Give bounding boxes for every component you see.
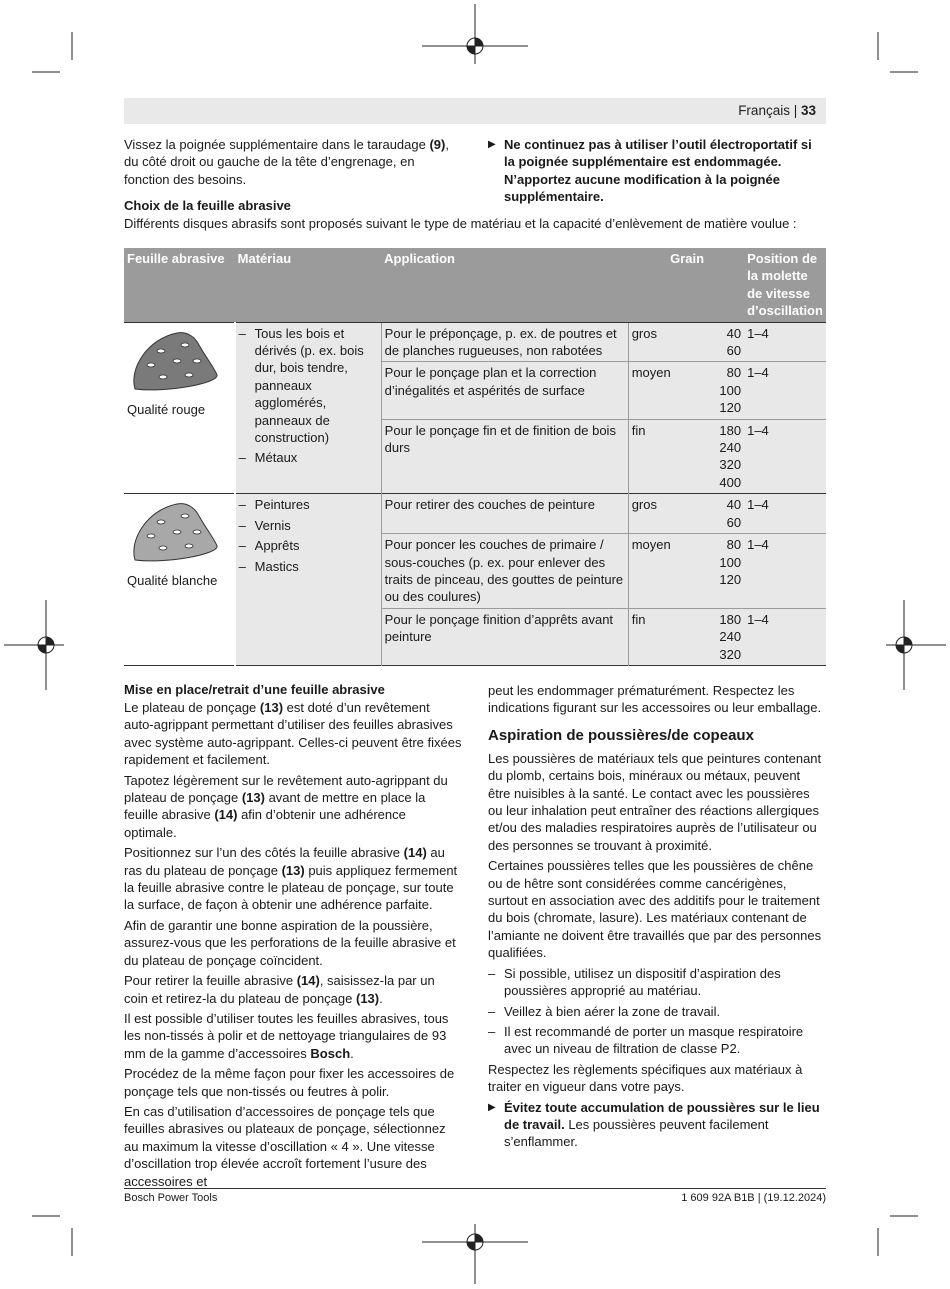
paragraph: Respectez les règlements spécifiques aux matériaux à traiter en vigueur dans votre pays. <box>488 1061 803 1095</box>
application-cell: Pour le ponçage fin et de finition de bois durs <box>381 419 628 494</box>
sheet-cell-red <box>124 322 235 494</box>
arrow-right-icon: ▶ <box>488 1101 496 1113</box>
sheet-cell-white <box>124 494 235 666</box>
header-text: Français | 33 <box>738 103 816 118</box>
intro-left-text: Vissez la poignée supplémentaire dans le taraudage (9), du côté droit ou gauche de la tête d’engrenage, en fonction des besoins. <box>124 137 449 187</box>
list-item: – Veillez à bien aérer la zone de travail. <box>488 1003 826 1020</box>
header-material: Matériau <box>235 248 382 322</box>
material-item: – Mastics <box>239 558 378 575</box>
paragraph: Positionnez sur l’un des côtés la feuille abrasive (14) au ras du plateau de ponçage (13) puis appliquez fermement la feuille abrasive contre le plateau de ponçage, sur toute la surface, de façon à obtenir une adhérence parfaite. <box>124 845 458 913</box>
header-position: Position de la molette de vitesse d’oscillation <box>744 248 826 322</box>
quality-label: Qualité blanche <box>127 573 218 589</box>
header-grain: Grain <box>628 248 744 322</box>
material-item: – Métaux <box>239 449 378 466</box>
grain-cell: fin <box>628 608 700 665</box>
paragraph: Il est possible d’utiliser toutes les feuilles abrasives, tous les non-tissés à polir et de nettoyage triangulaires de 93 mm de la gamme d’accessoires Bosch. <box>124 1010 449 1061</box>
intro-warning: ▶ Ne continuez pas à utiliser l’outil électroportatif si la poignée supplémentaire est endommagée. N’apportez aucune modification à la poignée supplémentaire. <box>488 136 826 206</box>
abrasive-choice-title: Choix de la feuille abrasive <box>124 198 291 213</box>
grain-cell: gros <box>628 494 700 534</box>
paragraph: Afin de garantir une bonne aspiration de la poussière, assurez-vous que les perforations de la feuille abrasive et du plateau de ponçage coïncident. <box>124 917 456 968</box>
header-language: Français <box>738 103 790 118</box>
grain-numbers: 80 100 120 <box>700 362 744 419</box>
footer-brand: Bosch Power Tools <box>124 1192 218 1204</box>
paragraph: Certaines poussières telles que les poussières de chêne ou de hêtre sont considérées comme cancérigènes, surtout en association avec des additifs pour le traitement du bois (chromate, lasure). Les matériaux contenant de l’amiante ne doivent être travaillés que par des personnes qualifiées. <box>488 858 822 961</box>
material-item: – Tous les bois et dérivés (p. ex. bois dur, bois tendre, panneaux agglomérés, panneaux de construction) <box>239 325 378 447</box>
abrasive-choice-intro: Différents disques abrasifs sont proposés suivant le type de matériau et la capacité d’enlèvement de matière voulue : <box>124 216 797 231</box>
position-cell: 1–4 <box>744 362 826 419</box>
position-cell: 1–4 <box>744 419 826 494</box>
application-cell: Pour le ponçage plan et la correction d’inégalités et aspérités de surface <box>381 362 628 419</box>
abrasive-table <box>124 248 826 666</box>
application-cell: Pour le ponçage finition d’apprêts avant peinture <box>381 608 628 665</box>
position-cell: 1–4 <box>744 534 826 609</box>
paragraph: Procédez de la même façon pour fixer les accessoires de ponçage tels que non-tissés ou feutres à polir. <box>124 1066 455 1099</box>
paragraph: Tapotez légèrement sur le revêtement auto-agrippant du plateau de ponçage (13) avant de mettre en place la feuille abrasive (14) afin d’obtenir une adhérence optimale. <box>124 772 448 840</box>
triangle-sanding-sheet-icon <box>127 329 223 397</box>
grain-cell: moyen <box>628 534 700 609</box>
page-header <box>124 98 826 124</box>
paragraph: Les poussières de matériaux tels que peintures contenant du plomb, certains bois, minéraux ou métaux, peuvent être nuisibles à la santé. Le contact avec les poussières ou leur inhalation peut entraîner des réactions allergiques et/ou des maladies respiratoires auprès de l’utilisateur ou des personnes se trouvant à proximité. <box>488 750 822 853</box>
application-cell: Pour poncer les couches de primaire / sous-couches (p. ex. pour enlever des traits de pinceau, des gouttes de peinture ou des coulures) <box>381 534 628 609</box>
list-item: – Il est recommandé de porter un masque respiratoire avec un niveau de filtration de classe P2. <box>488 1023 826 1058</box>
header-application: Application <box>381 248 628 322</box>
page-number: 33 <box>800 103 816 118</box>
dust-title: Aspiration de poussières/de copeaux <box>488 726 754 744</box>
grain-numbers: 40 60 <box>700 494 744 534</box>
grain-cell: moyen <box>628 362 700 419</box>
grain-numbers: 180 240 320 400 <box>700 419 744 494</box>
abrasive-choice-section <box>124 198 826 235</box>
grain-cell: gros <box>628 322 700 362</box>
application-cell: Pour le préponçage, p. ex. de poutres et de planches rugueuses, non rabotées <box>381 322 628 362</box>
material-cell <box>235 322 382 494</box>
grain-numbers: 40 60 <box>700 322 744 362</box>
paragraph: Pour retirer la feuille abrasive (14), saisissez-la par un coin et retirez-la du plateau de ponçage (13). <box>124 973 435 1006</box>
material-cell <box>235 494 382 666</box>
header-sheet: Feuille abrasive <box>124 248 235 322</box>
footer-doc-id: 1 609 92A B1B | (19.12.2024) <box>681 1192 826 1204</box>
mounting-section <box>124 682 462 1193</box>
table-header-row <box>124 248 826 322</box>
material-item: – Apprêts <box>239 537 378 554</box>
dust-warning: ▶ Évitez toute accumulation de poussières sur le lieu de travail. Les poussières peuvent facilement s’enflammer. <box>488 1099 820 1150</box>
list-item: – Si possible, utilisez un dispositif d’aspiration des poussières approprié au matériau. <box>488 965 826 1000</box>
grain-numbers: 180 240 320 <box>700 608 744 665</box>
grain-numbers: 80 100 120 <box>700 534 744 609</box>
table-row <box>124 494 826 534</box>
grain-cell: fin <box>628 419 700 494</box>
material-item: – Vernis <box>239 517 378 534</box>
application-cell: Pour retirer des couches de peinture <box>381 494 628 534</box>
position-cell: 1–4 <box>744 322 826 362</box>
footer-divider <box>124 1188 826 1189</box>
triangle-sanding-sheet-icon <box>127 500 223 568</box>
position-cell: 1–4 <box>744 608 826 665</box>
paragraph: Le plateau de ponçage (13) est doté d’un revêtement auto-agrippant permettant d’utiliser des feuilles abrasives avec système auto-agrippant. Celles-ci peuvent être fixées rapidement et facilement. <box>124 700 462 768</box>
paragraph: peut les endommager prématurément. Respectez les indications figurant sur les accessoires ou leur emballage. <box>488 683 822 716</box>
paragraph: En cas d’utilisation d’accessoires de ponçage tels que feuilles abrasives ou plateaux de ponçage, sélectionnez au maximum la vitesse d’oscillation « 4 ». Une vitesse d’oscillation trop élevée accroît fortement l’usure des accessoires et <box>124 1103 446 1189</box>
quality-label: Qualité rouge <box>127 401 206 417</box>
table-row <box>124 322 826 362</box>
mounting-title: Mise en place/retrait d’une feuille abrasive <box>124 682 385 697</box>
right-column <box>488 682 826 1154</box>
material-item: – Peintures <box>239 496 378 513</box>
position-cell: 1–4 <box>744 494 826 534</box>
intro-left <box>124 136 462 191</box>
